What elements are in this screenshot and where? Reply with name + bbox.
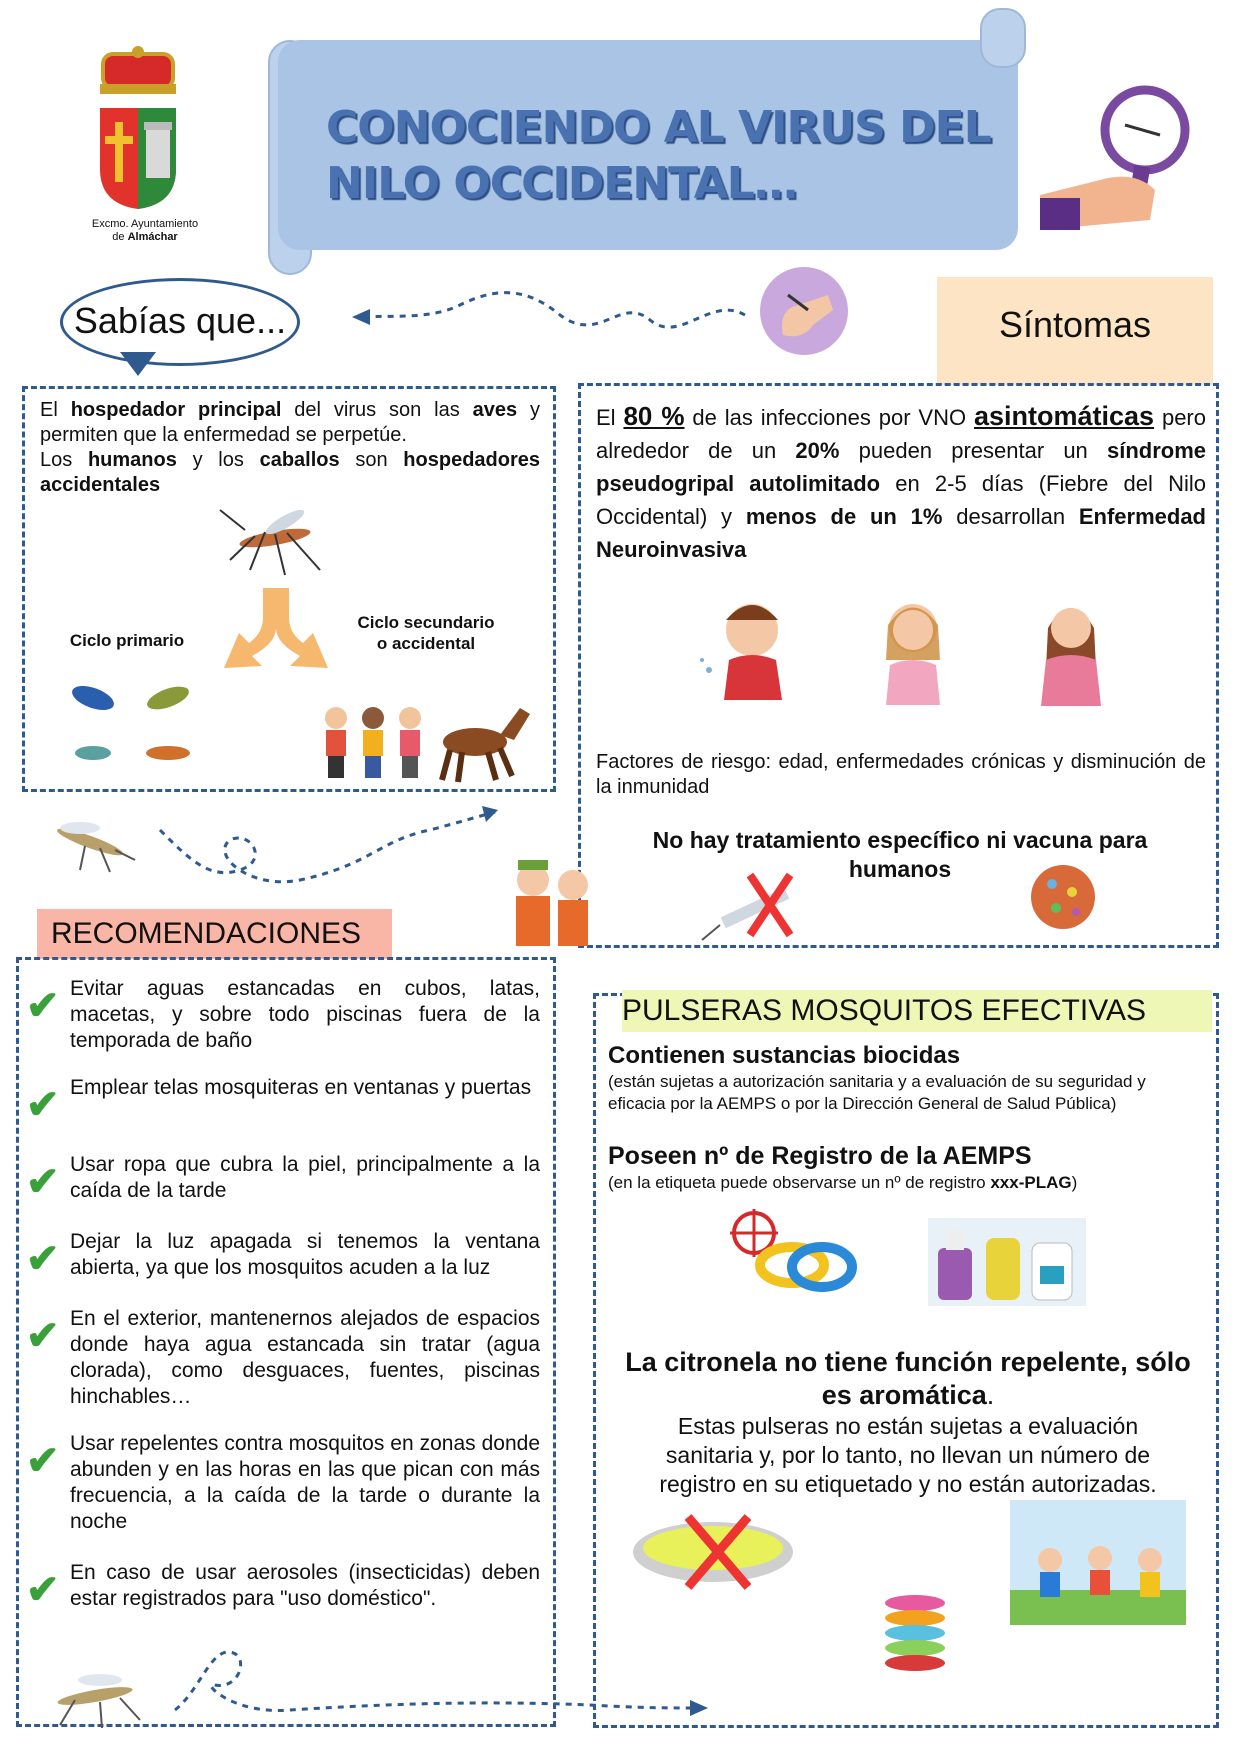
t: síndrome pseudogripal autolimitado	[596, 438, 1206, 496]
check-icon: ✔	[26, 1568, 60, 1612]
cleaning-products-icon	[928, 1218, 1086, 1306]
pulseras-heading: PULSERAS MOSQUITOS EFECTIVAS	[622, 994, 1147, 1027]
check-icon: ✔	[26, 984, 60, 1028]
check-icon: ✔	[26, 1439, 60, 1483]
bracelet-icon	[722, 1205, 862, 1305]
birds-icon	[58, 668, 208, 778]
dotted-arrow-top	[350, 275, 750, 355]
citronela-body: Estas pulseras no están sujetas a evaluación sanitaria y, por lo tanto, no llevan un número de registro en su etiquetado y no están autorizadas.	[659, 1413, 1157, 1497]
recommendation-item: Emplear telas mosquiteras en ventanas y puertas	[70, 1076, 532, 1099]
t: menos de un 1%	[745, 504, 943, 529]
virus-icon	[1028, 862, 1098, 932]
sintomas-text	[596, 400, 1206, 566]
chills-icon	[1026, 588, 1116, 706]
itchy-hand-icon	[758, 265, 850, 357]
horse-icon	[430, 700, 534, 784]
t: 20%	[795, 438, 840, 463]
t: de las infecciones por VNO	[684, 405, 974, 430]
crest	[88, 44, 188, 214]
mosquito-left-icon	[40, 810, 140, 875]
t: hospedador principal	[70, 399, 282, 421]
dotted-arrow-mid	[150, 800, 500, 910]
pulseras-h1: Contienen sustancias biocidas	[608, 1042, 961, 1069]
check-icon: ✔	[26, 1314, 60, 1358]
check-icon: ✔	[26, 1160, 60, 1204]
t: del virus son las	[281, 399, 473, 421]
title-line1: CONOCIENDO AL VIRUS DEL	[326, 102, 991, 153]
headache-icon	[868, 590, 958, 705]
t: pero alrededor de un	[596, 405, 1206, 463]
citronela-text	[608, 1346, 1208, 1499]
sabias-heading: Sabías que...	[73, 300, 287, 341]
dotted-arrow-bottom	[170, 1630, 710, 1720]
crest-line2	[60, 231, 230, 244]
recommendation-item: Usar repelentes contra mosquitos en zonas donde abunden y en las horas en las que pican con más frecuencia, a la caída de la tarde o durante la noche	[70, 1432, 540, 1533]
mosquito-bottom-icon	[40, 1660, 150, 1730]
t: asintomáticas	[973, 401, 1155, 431]
pulseras-s2	[608, 1172, 1208, 1194]
t: Enfermedad Neuroinvasiva	[596, 504, 1206, 562]
recommendation-item: Usar ropa que cubra la piel, principalmente a la caída de la tarde	[70, 1153, 540, 1202]
ciclo-secundario-label: Ciclo secundario o accidental	[357, 613, 495, 653]
t: pueden presentar un	[839, 438, 1107, 463]
crest-caption	[60, 218, 230, 244]
recommendation-item: En caso de usar aerosoles (insecticidas) deben estar registrados para "uso doméstico".	[70, 1561, 540, 1610]
t: en 2-5 días (Fiebre del Nilo Occidental) y	[596, 471, 1207, 529]
split-arrow-icon	[218, 588, 334, 680]
pulseras-h2: Poseen nº de Registro de la AEMPS	[608, 1142, 1032, 1170]
t: 80 %	[623, 401, 685, 431]
citronela-bold-line	[608, 1346, 1208, 1412]
crossed-syringe-icon	[700, 870, 815, 946]
recommendation-item: Dejar la luz apagada si tenemos la ventana abierta, ya que los mosquitos acuden a la luz	[70, 1230, 540, 1279]
t: El	[596, 405, 624, 430]
sabias-text	[40, 398, 540, 498]
kids-playing-icon	[1010, 1500, 1186, 1625]
recommendation-item: En el exterior, mantenernos alejados de espacios donde haya agua estancada sin tratar (agua clorada), como desguaces, fuentes, piscinas hinchables…	[70, 1307, 540, 1408]
bubble-tail	[120, 352, 156, 376]
ciclo-primario-label: Ciclo primario	[69, 631, 185, 650]
sabias-p2	[40, 448, 540, 498]
people-icon	[318, 700, 428, 780]
t: El	[40, 399, 71, 421]
sintomas-heading: Síntomas	[998, 304, 1152, 345]
mosquito-icon	[215, 500, 335, 580]
t: y los	[176, 449, 260, 471]
risk-factors: Factores de riesgo: edad, enfermedades crónicas y disminución de la inmunidad	[596, 751, 1206, 798]
pulseras-tab	[622, 990, 1212, 1032]
t: y permiten que la enfermedad se perpetúe.	[40, 399, 541, 446]
t: humanos	[87, 449, 177, 471]
title-line2: NILO OCCIDENTAL…	[326, 158, 797, 209]
scroll-top	[980, 8, 1026, 68]
recommendation-item: Evitar aguas estancadas en cubos, latas, macetas, y sobre todo piscinas fuera de la temporada de baño	[70, 977, 540, 1052]
t: )	[1071, 1173, 1078, 1192]
t: aves	[472, 399, 518, 421]
t: xxx-PLAG	[990, 1173, 1072, 1192]
sabias-bubble	[60, 278, 300, 366]
recomendaciones-heading: RECOMENDACIONES	[51, 917, 362, 950]
t: hospedadores accidentales	[40, 449, 540, 496]
crest-line1: Excmo. Ayuntamiento	[91, 218, 199, 230]
fumigators-icon	[488, 840, 608, 960]
candle-icon	[628, 1512, 798, 1592]
t: desarrollan	[942, 504, 1079, 529]
t: Los	[40, 449, 88, 471]
check-icon: ✔	[26, 1237, 60, 1281]
magnifier-icon	[1040, 80, 1210, 230]
sintomas-tab	[937, 277, 1213, 385]
t: son	[339, 449, 404, 471]
sabias-p1	[40, 398, 540, 448]
check-icon: ✔	[26, 1083, 60, 1127]
cough-icon	[694, 590, 804, 700]
no-treatment: No hay tratamiento específico ni vacuna para humanos	[652, 827, 1148, 882]
t: .	[986, 1380, 995, 1410]
recomendaciones-tab	[37, 909, 392, 959]
crest-town: Almáchar	[127, 231, 178, 243]
t: caballos	[259, 449, 340, 471]
t: (en la etiqueta puede observarse un nº de registro	[608, 1173, 991, 1192]
page-title	[326, 100, 1016, 212]
coil-bracelets-icon	[860, 1558, 970, 1688]
pulseras-s1: (están sujetas a autorización sanitaria y a evaluación de su seguridad y eficacia por la AEMPS o por la Dirección General de Salud Pública)	[608, 1072, 1146, 1113]
t: La citronela no tiene función repelente, sólo es aromática	[625, 1347, 1191, 1410]
crest-prefix: de	[112, 231, 128, 243]
